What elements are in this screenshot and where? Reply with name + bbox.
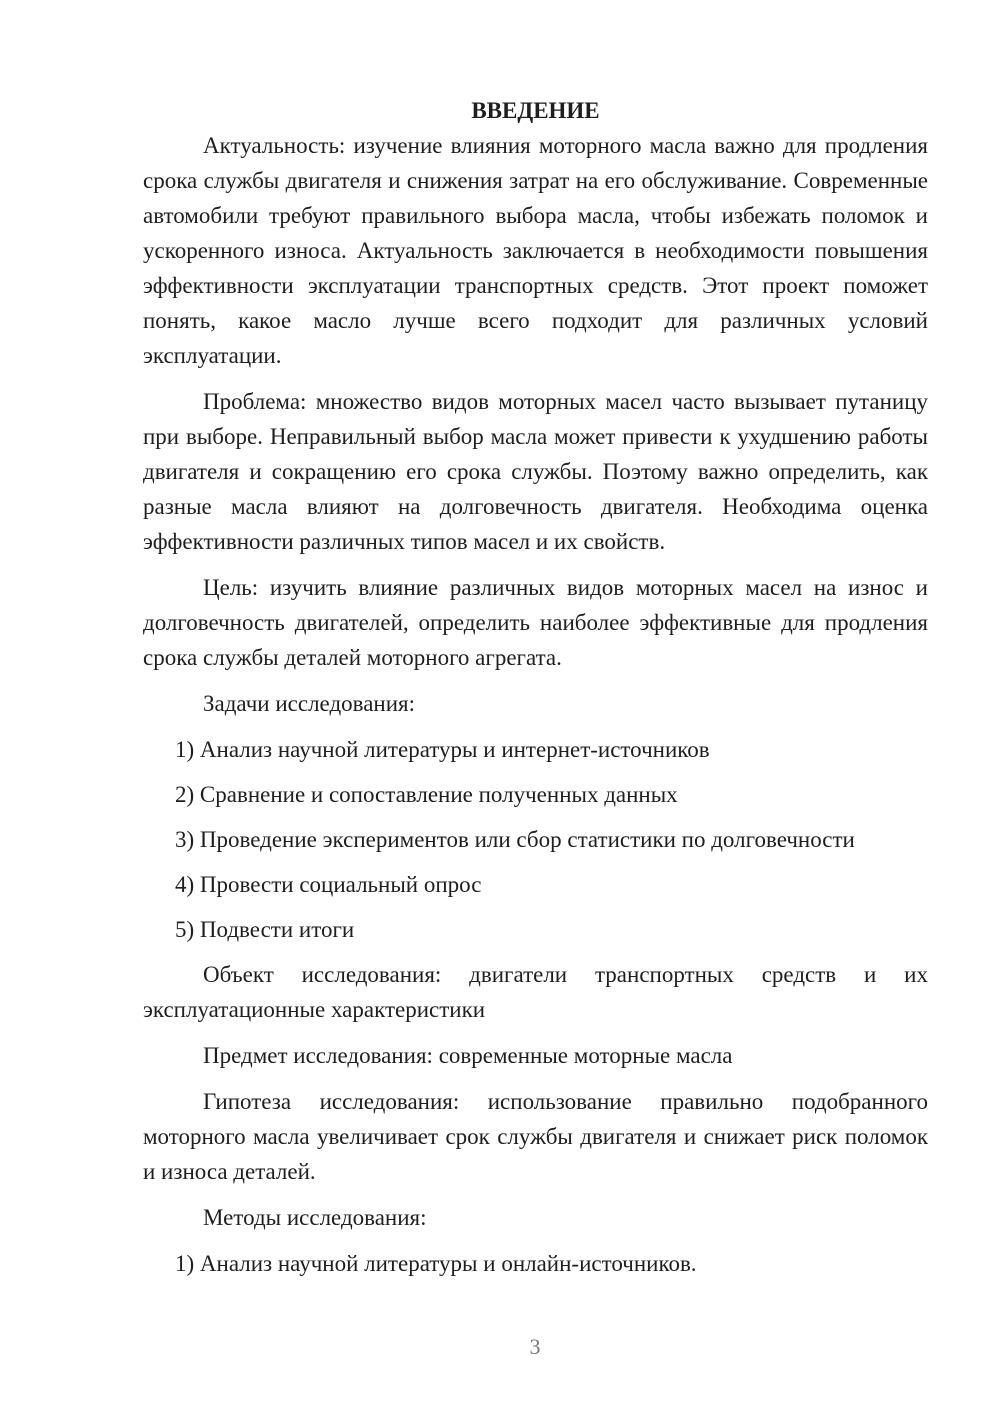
method-item: 1) Анализ научной литературы и онлайн-источников. — [175, 1251, 697, 1276]
task-item: 2) Сравнение и сопоставление полученных данных — [175, 782, 678, 807]
document-body — [143, 93, 928, 1291]
object-paragraph: Объект исследования: двигатели транспортных средств и их эксплуатационные характеристики — [143, 962, 928, 1022]
page-number: 3 — [529, 1334, 541, 1359]
problem-paragraph: Проблема: множество видов моторных масел часто вызывает путаницу при выборе. Неправильный выбор масла может привести к ухудшению работы двигателя и сокращению его срока службы. Поэтому важно определить, как разные масла влияют на долговечность двигателя. Необходима оценка эффективности различных типов масел и их свойств. — [143, 389, 928, 554]
hypothesis-paragraph: Гипотеза исследования: использование правильно подобранного моторного масла увеличивает срок службы двигателя и снижает риск поломок и износа деталей. — [143, 1089, 928, 1184]
task-item: 5) Подвести итоги — [175, 917, 355, 942]
subject-paragraph: Предмет исследования: современные моторные масла — [203, 1043, 733, 1068]
task-item: 3) Проведение экспериментов или сбор статистики по долговечности — [175, 827, 855, 852]
tasks-heading: Задачи исследования: — [203, 691, 416, 716]
section-title: ВВЕДЕНИЕ — [471, 98, 600, 123]
methods-heading: Методы исследования: — [203, 1205, 427, 1230]
relevance-paragraph: Актуальность: изучение влияния моторного масла важно для продления срока службы двигателя и снижения затрат на его обслуживание. Современные автомобили требуют правильного выбора масла, чтобы избежать поломок и ускоренного износа. Актуальность заключается в необходимости повышения эффективности эксплуатации транспортных средств. Этот проект поможет понять, какое масло лучше всего подходит для различных условий эксплуатации. — [143, 133, 928, 368]
task-item: 1) Анализ научной литературы и интернет-источников — [175, 737, 710, 762]
goal-paragraph: Цель: изучить влияние различных видов моторных масел на износ и долговечность двигателей, определить наиболее эффективные для продления срока службы деталей моторного агрегата. — [143, 575, 928, 670]
task-item: 4) Провести социальный опрос — [175, 872, 482, 897]
